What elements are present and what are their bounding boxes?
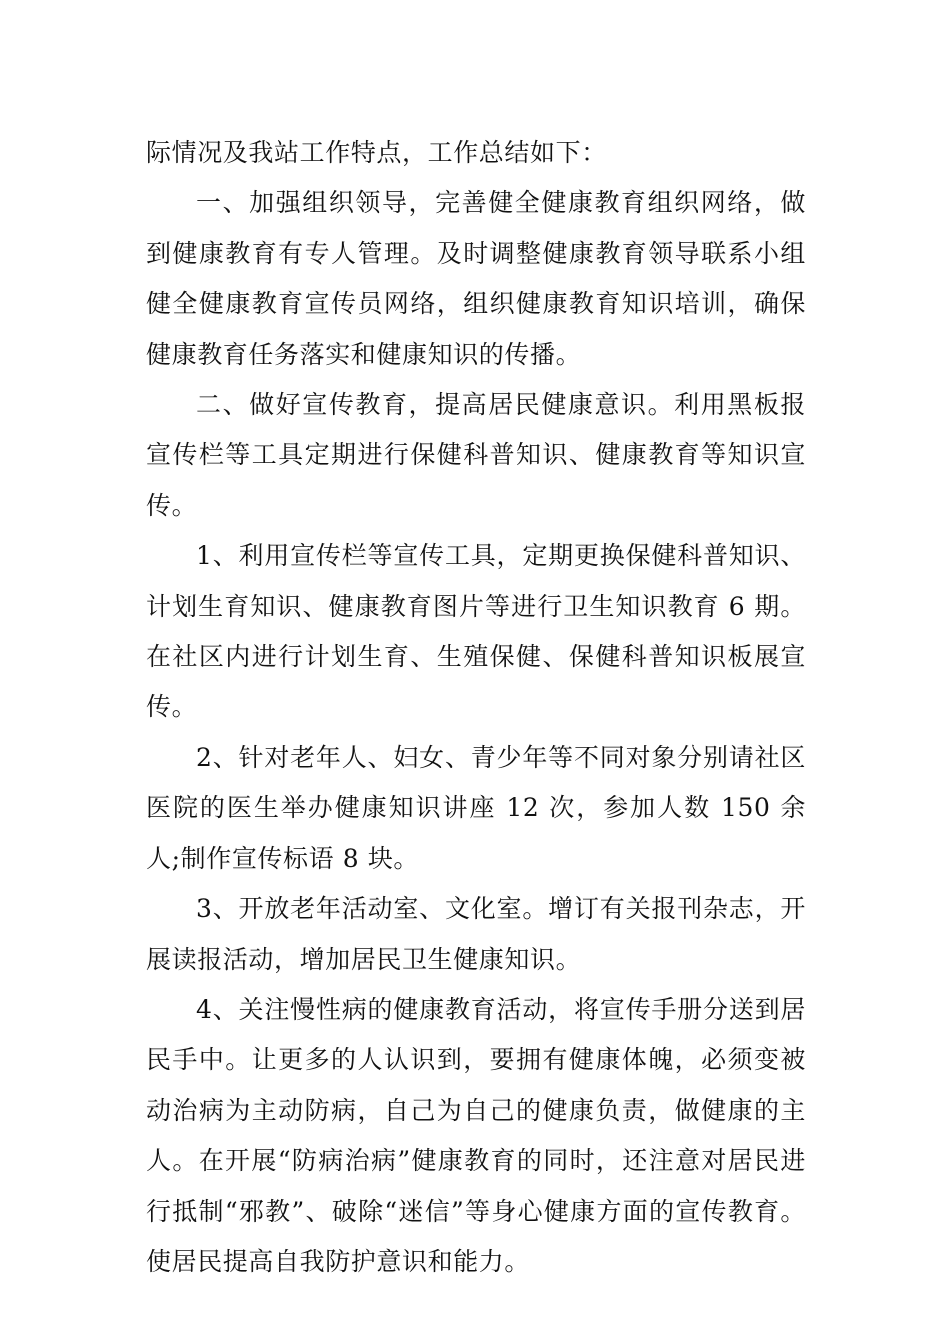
paragraph-intro-continuation: 际情况及我站工作特点，工作总结如下： [146,138,607,167]
paragraph-item-1: 1、利用宣传栏等宣传工具，定期更换保健科普知识、计划生育知识、健康教育图片等进行卫生知识教育 6 期。在社区内进行计划生育、生殖保健、保健科普知识板展宣传。 [146,541,806,722]
paragraph-item-4: 4、关注慢性病的健康教育活动，将宣传手册分送到居民手中。让更多的人认识到，要拥有健康体魄，必须变被动治病为主动防病，自己为自己的健康负责，做健康的主人。在开展“防病治病”健康教育的同时，还注意对居民进行抵制“邪教”、破除“迷信”等身心健康方面的宣传教育。使居民提高自我防护意识和能力。 [146,994,806,1276]
paragraph-section-2: 二、做好宣传教育，提高居民健康意识。利用黑板报宣传栏等工具定期进行保健科普知识、健康教育等知识宣传。 [146,390,806,520]
document-body [146,128,806,1287]
paragraph-section-1: 一、加强组织领导，完善健全健康教育组织网络，做到健康教育有专人管理。及时调整健康教育领导联系小组健全健康教育宣传员网络，组织健康教育知识培训，确保健康教育任务落实和健康知识的传播。 [146,188,806,369]
paragraph-item-2: 2、针对老年人、妇女、青少年等不同对象分别请社区医院的医生举办健康知识讲座 12 次，参加人数 150 余人;制作宣传标语 8 块。 [146,742,806,873]
paragraph-item-3: 3、开放老年活动室、文化室。增订有关报刊杂志，开展读报活动，增加居民卫生健康知识。 [146,894,806,974]
